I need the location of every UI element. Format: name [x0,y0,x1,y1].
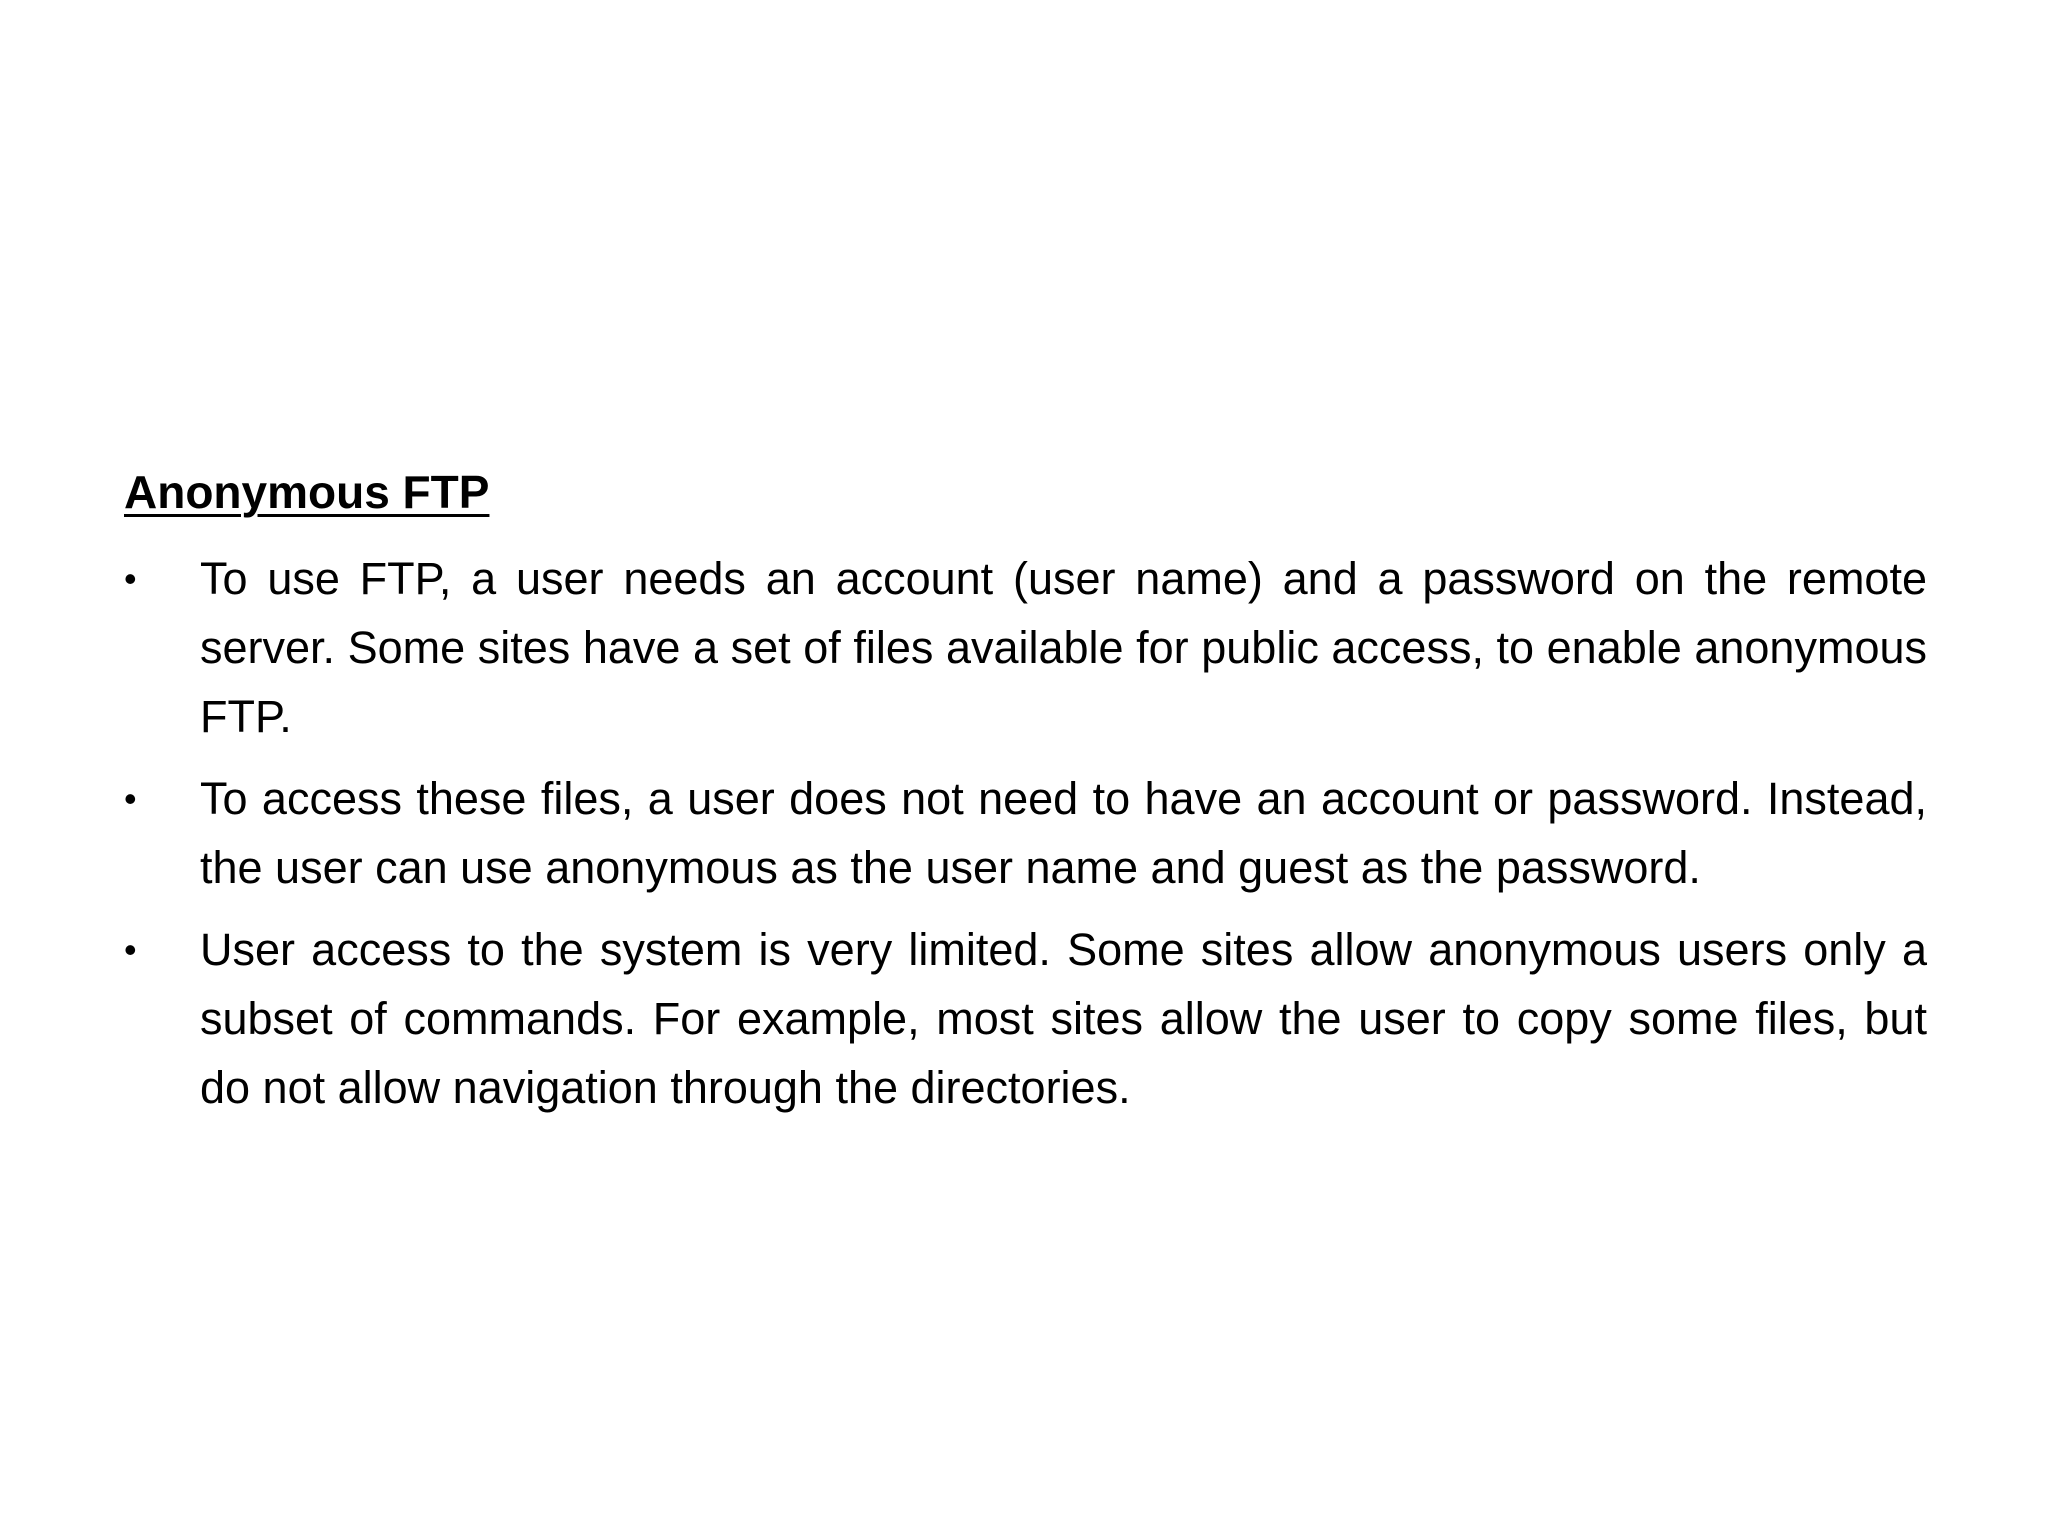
bullet-icon: • [124,558,137,599]
slide-heading: Anonymous FTP [124,466,490,518]
bullet-item [124,764,1927,902]
bullet-icon: • [124,778,137,819]
slide-content [124,462,1927,1135]
bullet-text: User access to the system is very limited. Some sites allow anonymous users only a subset of commands. For example, most sites allow the user to copy some files, but do not allow navigation through the directories. [200,924,1927,1113]
bullet-text: To access these files, a user does not need to have an account or password. Instead, the user can use anonymous as the user name and guest as the password. [200,773,1927,893]
bullet-item [124,544,1927,751]
bullet-list [124,544,1927,1122]
bullet-text: To use FTP, a user needs an account (user name) and a password on the remote server. Some sites have a set of files available for public access, to enable anonymous FTP. [200,553,1927,742]
bullet-item [124,915,1927,1122]
bullet-icon: • [124,929,137,970]
